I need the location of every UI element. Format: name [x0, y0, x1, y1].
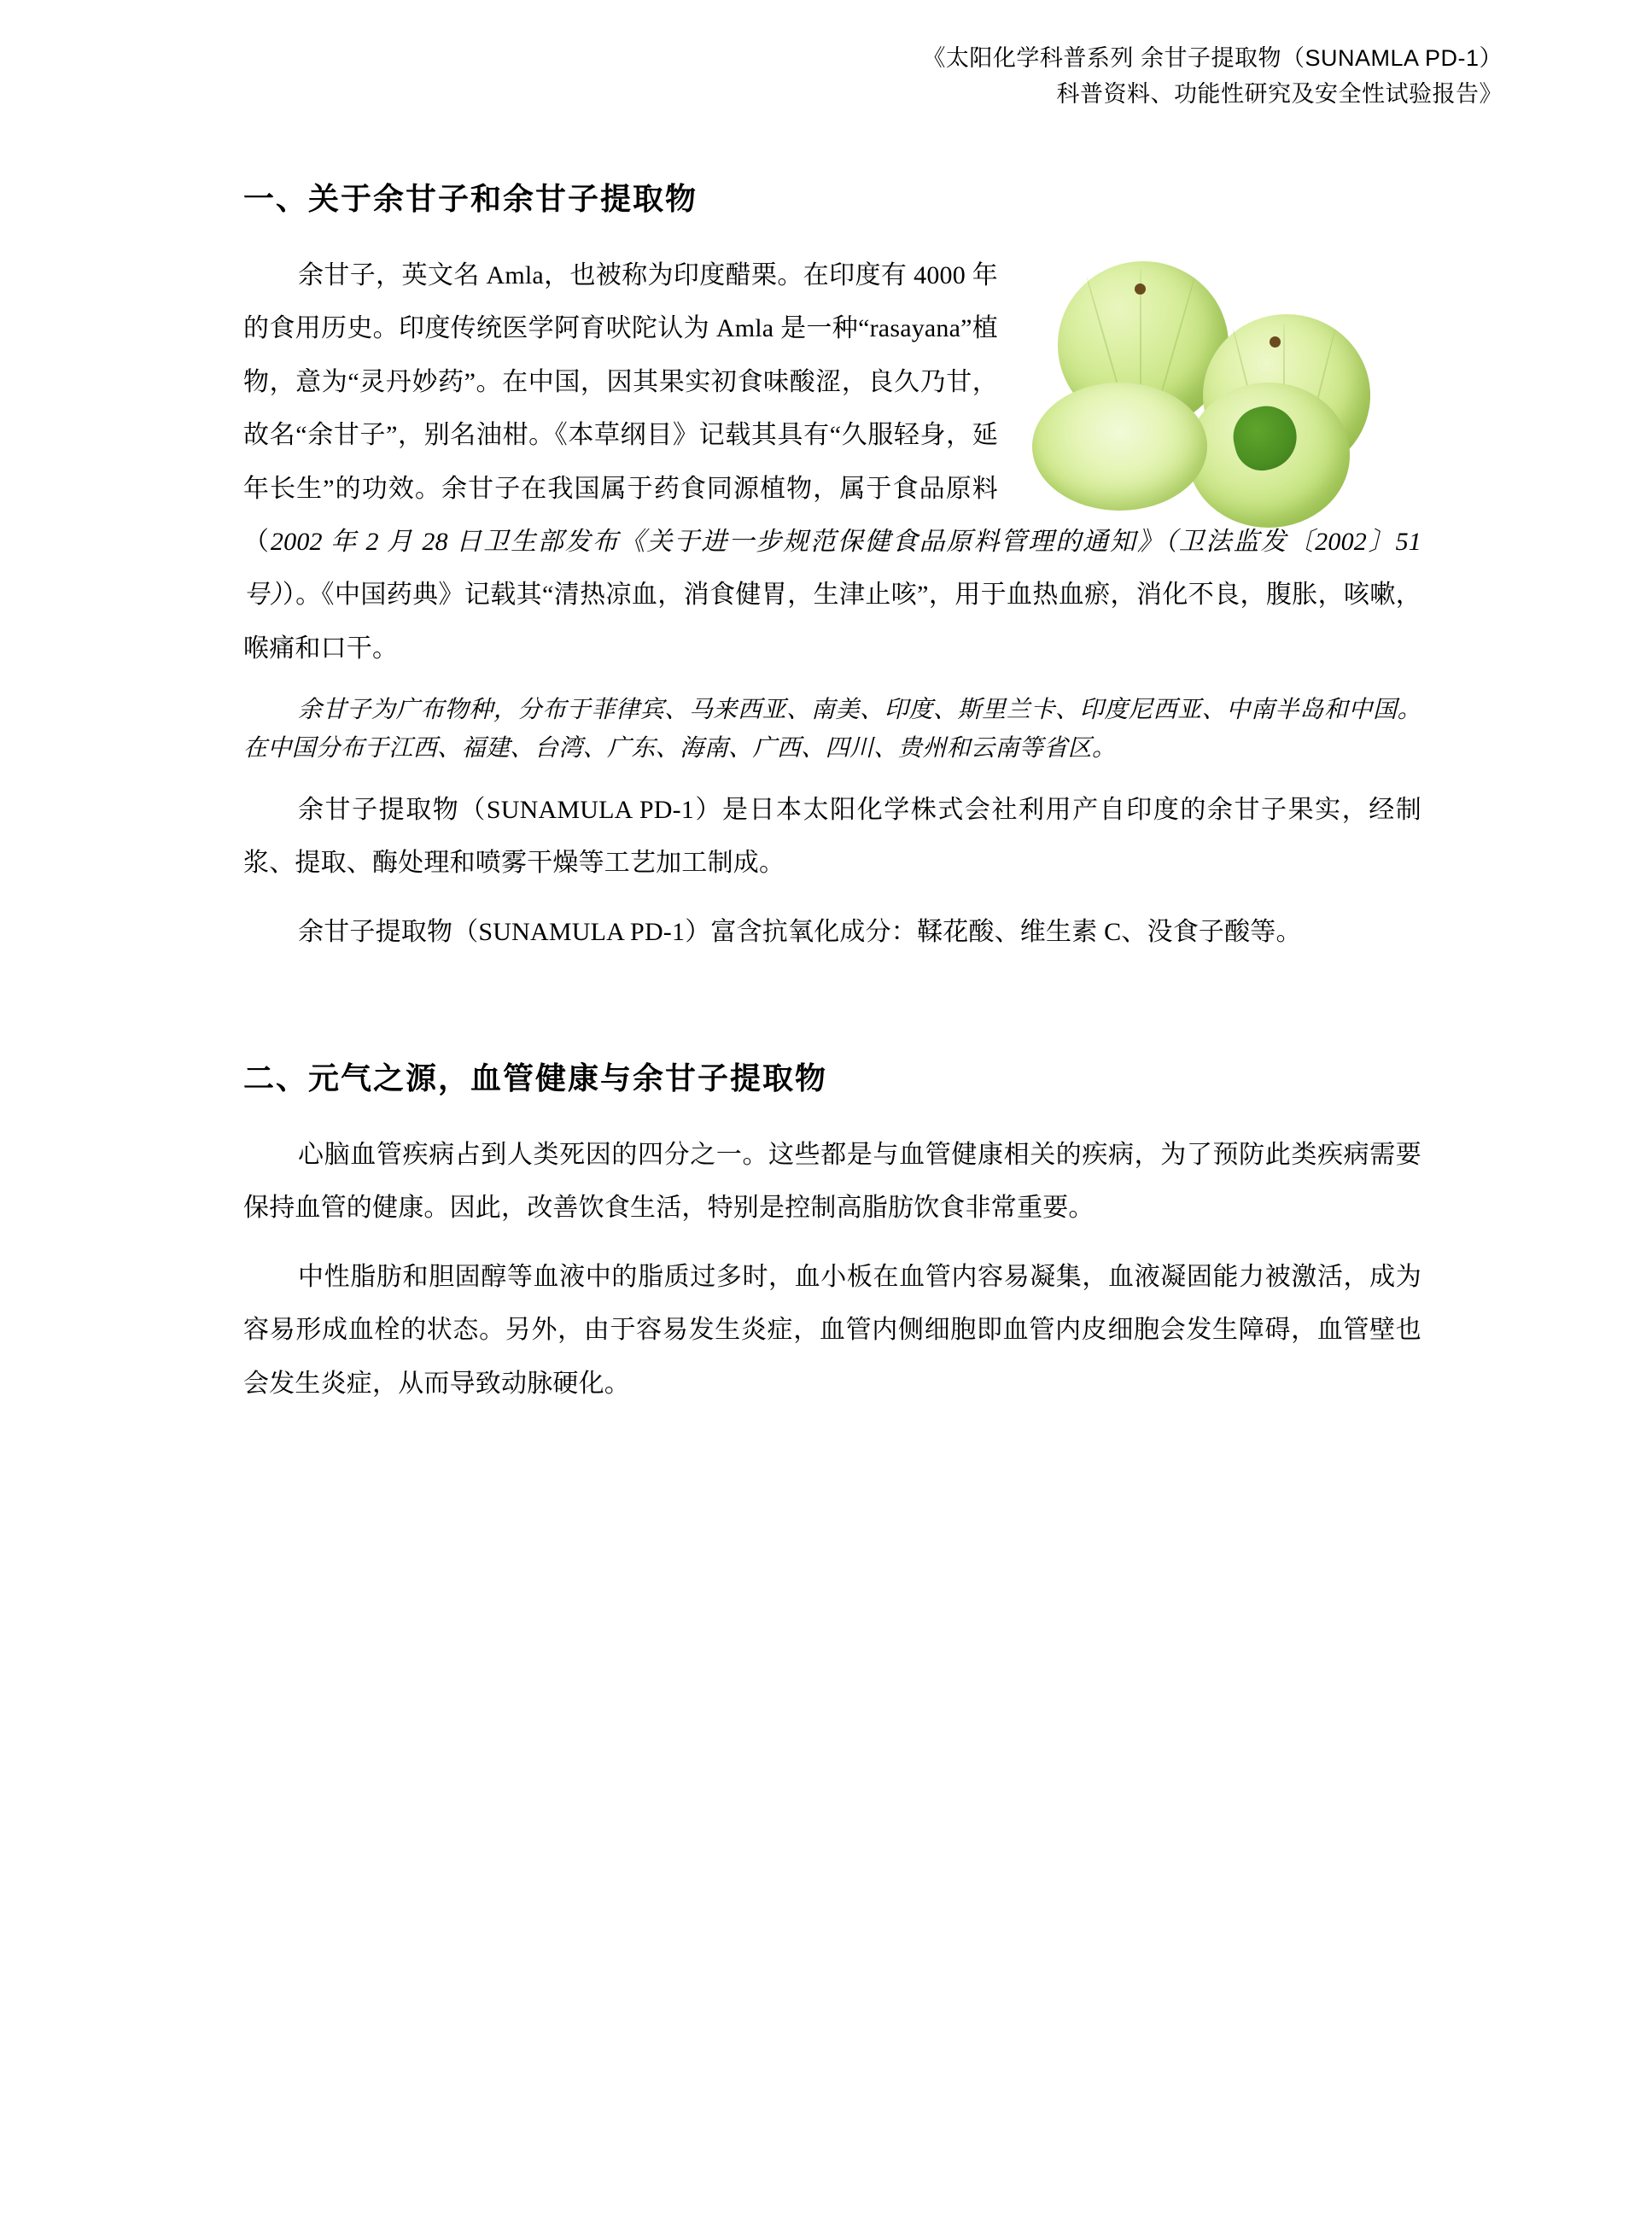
document-body — [243, 175, 1421, 1411]
section-title-2: 二、元气之源，血管健康与余甘子提取物 — [243, 1061, 828, 1096]
paragraph-1-2: 余甘子提取物（SUNAMULA PD-1）是日本太阳化学株式会社利用产自印度的余甘子果实，经制浆、提取、酶处理和喷雾干燥等工艺加工制成。 — [243, 795, 1421, 878]
header-line-1: 《太阳化学科普系列 余甘子提取物（SUNAMLA PD-1） — [922, 45, 1503, 71]
section-title-1: 一、关于余甘子和余甘子提取物 — [243, 182, 698, 216]
document-header — [922, 41, 1503, 113]
berry-cut-half — [1032, 383, 1207, 511]
berry-stem-icon — [1135, 283, 1146, 295]
header-line-2: 科普资料、功能性研究及安全性试验报告》 — [1056, 80, 1503, 107]
paragraph-1-1-tail: ）。《中国药典》记载其“清热凉血，消食健胃，生津止咳”，用于血热血瘀，消化不良，腹胀，咳嗽，喉痛和口干。 — [243, 581, 1421, 663]
paragraph-1-3: 余甘子提取物（SUNAMULA PD-1）富含抗氧化成分：鞣花酸、维生素 C、没食子酸等。 — [298, 917, 1302, 946]
berry-stem-icon — [1270, 336, 1281, 348]
paragraph-1-distribution: 余甘子为广布物种，分布于菲律宾、马来西亚、南美、印度、斯里兰卡、印度尼西亚、中南半岛和中国。在中国分布于江西、福建、台湾、广东、海南、广西、四川、贵州和云南等省区。 — [243, 697, 1421, 762]
section-1-first-block — [243, 249, 1421, 675]
paragraph-1-1-italic: 2002 年 2 月 28 日卫生部发布《关于进一步规范保健食品原料管理的通知》（卫法监发〔2002〕51 号） — [243, 527, 1422, 610]
paragraph-2-1: 心脑血管疾病占到人类死因的四分之一。这些都是与血管健康相关的疾病，为了预防此类疾病需要保持血管的健康。因此，改善饮食生活，特别是控制高脂肪饮食非常重要。 — [243, 1141, 1421, 1223]
amla-fruit-image — [1020, 254, 1421, 511]
paragraph-2-2: 中性脂肪和胆固醇等血液中的脂质过多时，血小板在血管内容易凝集，血液凝固能力被激活，成为容易形成血栓的状态。另外，由于容易发生炎症，血管内侧细胞即血管内皮细胞会发生障碍，血管壁也会发生炎症，从而导致动脉硬化。 — [243, 1262, 1421, 1398]
paragraph-1-1-head: 余甘子，英文名 Amla，也被称为印度醋栗。在印度有 4000 年的食用历史。印度传统医学阿育吠陀认为 Amla 是一种“rasayana”植物，意为“灵丹妙药”。在中国，因其果实初食味酸涩，良久乃甘，故名“余甘子”，别名油柑。《本草纲目》记载其具有“久服轻身，延年长生”的功效。余甘子在我国属于药食同源植物，属于食品原料（ — [243, 261, 998, 556]
